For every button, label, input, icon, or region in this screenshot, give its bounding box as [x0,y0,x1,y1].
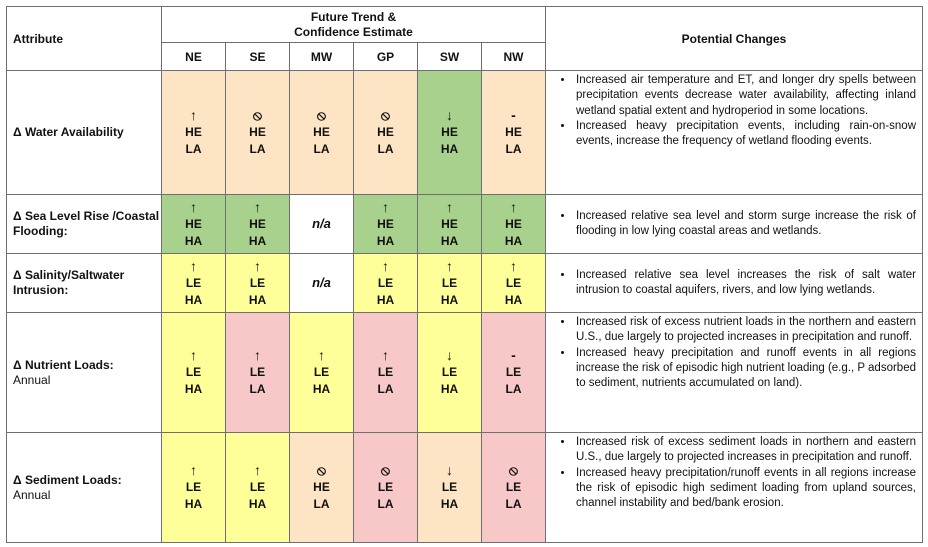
arrow-up-icon: ↑ [254,462,261,478]
agreement-label: HA [504,292,523,307]
evidence-label: LE [441,275,458,290]
arrow-up-icon: ↑ [190,257,197,274]
evidence-label: LE [249,275,266,290]
trend-cell-ne [162,195,226,254]
header-confidence-line2: Confidence Estimate [294,24,413,39]
trend-cell-gp [354,433,418,543]
agreement-label: HA [184,497,203,511]
region-header-se: SE [226,43,290,71]
arrow-up-icon: ↑ [382,198,389,215]
trend-cell-nw [482,433,546,543]
list-item: • Increased relative sea level increases the risk of salt water intrusion to coastal aquifers, rivers, and low lying wetlands. [574,268,916,299]
arrow-up-icon: ↑ [510,198,517,215]
agreement-label: HA [184,382,203,396]
no-change-icon: ⦸ [380,107,391,123]
agreement-label: HA [440,142,459,156]
no-change-icon: ⦸ [316,462,327,478]
agreement-label: LA [377,497,394,511]
region-header-mw: MW [290,43,354,71]
arrow-up-icon: ↑ [446,257,453,274]
arrow-up-icon: ↑ [254,198,261,215]
arrow-up-icon: ↑ [382,257,389,274]
table-row [7,254,923,313]
attribute-cell [7,254,162,313]
trend-cell-gp [354,313,418,433]
not-applicable-label: n/a [312,216,331,231]
trend-cell-sw [418,254,482,313]
list-item: • Increased air temperature and ET, and longer dry spells between precipitation events decrease water availability, affecting inland wetland spatial extent and hydroperiod in some locations. [574,73,916,119]
attribute-cell [7,433,162,543]
arrow-up-icon: ↑ [190,198,197,215]
trend-cell-gp [354,71,418,195]
potential-changes-cell [546,195,923,254]
evidence-label: LE [249,365,266,379]
evidence-label: LE [377,365,394,379]
agreement-label: LA [249,142,266,156]
dash-icon: - [511,347,516,363]
changes-list [550,435,916,511]
potential-changes-cell [546,71,923,195]
agreement-label: HA [440,292,459,307]
agreement-label: LA [313,497,330,511]
agreement-label: HA [376,233,395,248]
trend-cell-ne [162,71,226,195]
evidence-label: LE [185,365,202,379]
agreement-label: LA [377,142,394,156]
trend-cell-nw [482,195,546,254]
agreement-label: LA [185,142,202,156]
trend-cell-se [226,433,290,543]
list-item: • Increased heavy precipitation and runoff events in all regions increase the risk of episodic high nutrient loading (e.g., P adsorbed to sediment, nutrients accumulated on land). [574,346,916,392]
potential-changes-cell [546,254,923,313]
list-item: • Increased risk of excess sediment loads in northern and eastern U.S., due largely to projected increases in precipitation and runoff. [574,435,916,466]
potential-changes-cell [546,313,923,433]
header-attribute: Attribute [7,7,162,71]
agreement-label: HA [440,382,459,396]
evidence-label: LE [505,275,522,290]
evidence-label: LE [185,480,202,494]
evidence-label: LE [377,275,394,290]
header-future-trend [162,7,546,43]
attribute-label: Δ Water Availability [13,125,124,139]
region-header-ne: NE [162,43,226,71]
list-item: • Increased relative sea level and storm surge increase the risk of flooding in low lying coastal areas and wetlands. [574,209,916,240]
agreement-label: HA [248,292,267,307]
region-header-sw: SW [418,43,482,71]
arrow-up-icon: ↑ [510,257,517,274]
trend-cell-sw [418,313,482,433]
table-row [7,71,923,195]
evidence-label: LE [505,365,522,379]
attribute-label: Δ Sea Level Rise /Coastal Flooding: [13,209,160,238]
list-item: • Increased heavy precipitation/runoff events in all regions increase the risk of episodic high sediment loading from upland sources, channel instability and bed/bank erosion. [574,466,916,512]
arrow-up-icon: ↑ [382,347,389,363]
agreement-label: LA [505,382,522,396]
attribute-sublabel: Annual [13,372,51,387]
changes-list [550,268,916,299]
evidence-label: LE [249,480,266,494]
agreement-label: LA [505,497,522,511]
trend-cell-nw [482,313,546,433]
agreement-label: HA [312,382,331,396]
agreement-label: HA [376,292,395,307]
arrow-up-icon: ↑ [318,347,325,363]
evidence-label: HE [249,216,266,231]
evidence-label: HE [313,480,330,494]
potential-changes-cell [546,433,923,543]
trend-cell-ne [162,433,226,543]
region-header-nw: NW [482,43,546,71]
table-row [7,195,923,254]
trend-cell-nw [482,71,546,195]
trend-cell-mw [290,433,354,543]
agreement-label: HA [184,233,203,248]
trend-cell-se [226,254,290,313]
trend-cell-nw [482,254,546,313]
agreement-label: LA [505,142,522,156]
attribute-label: Δ Nutrient Loads: [13,357,114,372]
evidence-label: HE [185,125,202,139]
no-change-icon: ⦸ [380,462,391,478]
evidence-label: HE [377,216,394,231]
table-row [7,433,923,543]
attribute-label: Δ Salinity/Saltwater Intrusion: [13,268,125,297]
evidence-label: HE [313,125,330,139]
arrow-down-icon: ↓ [446,347,453,363]
arrow-down-icon: ↓ [446,107,453,123]
agreement-label: HA [440,233,459,248]
trend-cell-mw [290,71,354,195]
no-change-icon: ⦸ [316,107,327,123]
attribute-sublabel: Annual [13,487,51,502]
list-item: • Increased risk of excess nutrient loads in the northern and eastern U.S., due largely to projected increases in precipitation and runoff. [574,315,916,346]
evidence-label: LE [441,480,458,494]
arrow-up-icon: ↑ [254,257,261,274]
evidence-label: HE [249,125,266,139]
evidence-label: HE [505,125,522,139]
attribute-cell [7,71,162,195]
list-item: • Increased heavy precipitation events, including rain-on-snow events, increase the frequency of wetland flooding events. [574,119,916,150]
header-potential-changes: Potential Changes [546,7,923,71]
dash-icon: - [511,107,516,123]
agreement-label: HA [504,233,523,248]
no-change-icon: ⦸ [508,462,519,478]
header-future-trend-line1: Future Trend & [310,9,397,24]
agreement-label: LA [249,382,266,396]
table-body [7,71,923,543]
agreement-label: LA [313,142,330,156]
attribute-cell [7,195,162,254]
changes-list [550,73,916,149]
evidence-label: HE [441,216,458,231]
changes-list [550,315,916,391]
agreement-label: LA [377,382,394,396]
trend-cell-sw [418,195,482,254]
arrow-up-icon: ↑ [190,462,197,478]
evidence-label: LE [313,365,330,379]
arrow-up-icon: ↑ [254,347,261,363]
table-row [7,313,923,433]
agreement-label: HA [440,497,459,511]
trend-cell-se [226,195,290,254]
agreement-label: HA [248,497,267,511]
evidence-label: LE [441,365,458,379]
not-applicable-label: n/a [312,275,331,290]
trend-cell-sw [418,433,482,543]
arrow-up-icon: ↑ [190,107,197,123]
agreement-label: HA [184,292,203,307]
attribute-label: Δ Sediment Loads: [13,472,122,487]
evidence-label: HE [377,125,394,139]
evidence-label: LE [505,480,522,494]
trend-cell-se [226,313,290,433]
trend-cell-gp [354,254,418,313]
changes-list [550,209,916,240]
arrow-down-icon: ↓ [446,462,453,478]
trend-cell-sw [418,71,482,195]
trend-cell-ne [162,254,226,313]
trend-cell-mw [290,195,354,254]
trend-cell-mw [290,313,354,433]
trend-cell-ne [162,313,226,433]
arrow-up-icon: ↑ [446,198,453,215]
trend-cell-mw [290,254,354,313]
trend-cell-gp [354,195,418,254]
climate-trend-table [6,6,923,543]
evidence-label: LE [377,480,394,494]
evidence-label: HE [505,216,522,231]
arrow-up-icon: ↑ [190,347,197,363]
evidence-label: HE [441,125,458,139]
trend-cell-se [226,71,290,195]
evidence-label: LE [185,275,202,290]
attribute-cell [7,313,162,433]
agreement-label: HA [248,233,267,248]
region-header-gp: GP [354,43,418,71]
no-change-icon: ⦸ [252,107,263,123]
evidence-label: HE [185,216,202,231]
